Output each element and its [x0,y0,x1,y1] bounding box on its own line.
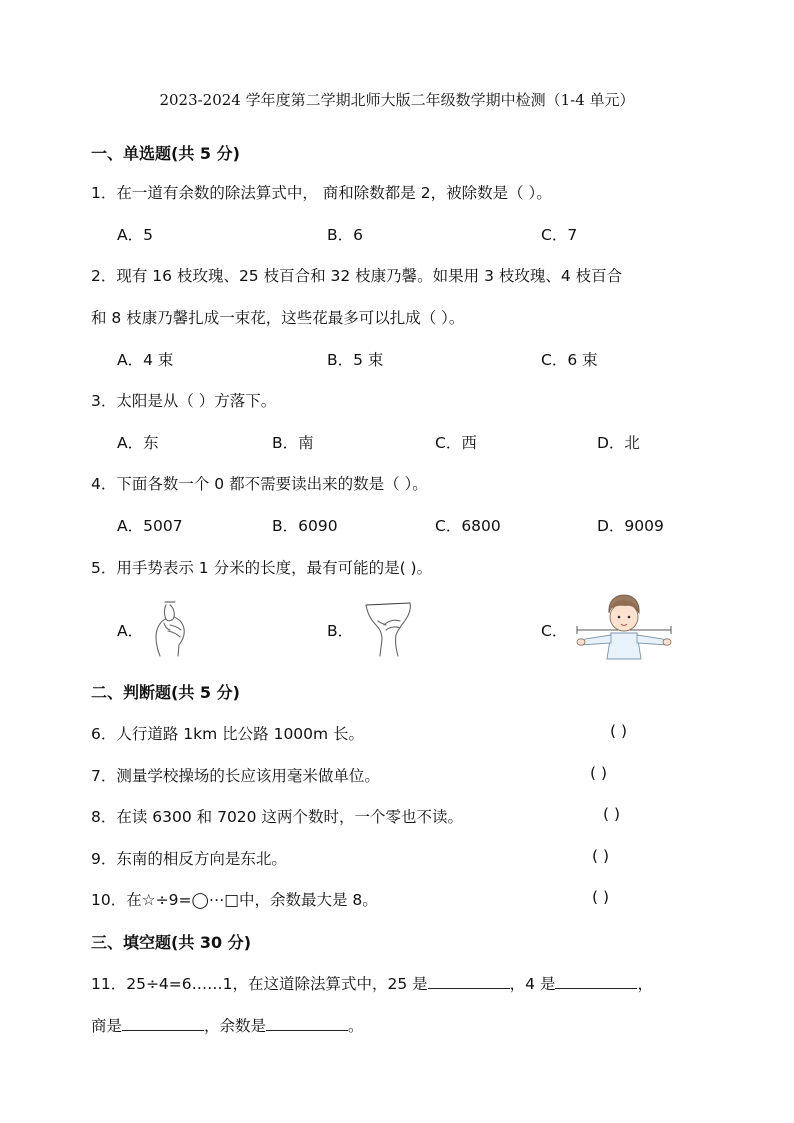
answer-blank-remainder[interactable] [266,1016,348,1031]
question-10-text: 10．在☆÷9=◯⋯□中，余数最大是 8。 [91,891,378,909]
q11-part-6: 。 [348,1017,364,1035]
section-heading-fill-blank: 三、填空题(共 30 分) [91,933,252,952]
q5-option-b: B． [327,622,354,640]
hand-gesture-wide-image [358,599,420,657]
boy-arms-outstretched-image [575,593,675,663]
question-8-answer-paren: ( ) [603,805,621,823]
q11-part-3: ， [637,975,653,993]
answer-blank-quotient[interactable] [122,1016,204,1031]
q1-option-a: A．5 [117,226,153,244]
question-6-answer-paren: ( ) [610,722,628,740]
q4-option-d: D．9009 [597,517,664,535]
question-5-text: 5．用手势表示 1 分米的长度，最有可能的是( )。 [91,559,433,577]
question-11-line-2 [91,1014,364,1036]
section-heading-single-choice: 一、单选题(共 5 分) [91,144,240,163]
q3-option-a: A．东 [117,434,159,452]
question-7-answer-paren: ( ) [590,764,608,782]
q11-part-2: ，4 是 [509,975,556,993]
question-6-text: 6．人行道路 1km 比公路 1000m 长。 [91,725,365,743]
q2-option-c: C．6 束 [541,351,598,369]
page-title: 2023-2024 学年度第二学期北师大版二年级数学期中检测（1-4 单元） [159,91,635,109]
q4-option-b: B．6090 [272,517,338,535]
q5-option-c: C． [541,622,568,640]
q5-option-a: A． [117,622,144,640]
q11-part-4: 商是 [91,1017,123,1035]
section-heading-true-false: 二、判断题(共 5 分) [91,683,240,702]
question-2-line-2: 和 8 枝康乃馨扎成一束花，这些花最多可以扎成（ ）。 [91,309,465,327]
question-8-text: 8．在读 6300 和 7020 这两个数时，一个零也不读。 [91,808,463,826]
question-9-answer-paren: ( ) [592,847,610,865]
q4-option-c: C．6800 [435,517,501,535]
question-3-text: 3．太阳是从（ ）方落下。 [91,392,277,410]
q3-option-b: B．南 [272,434,314,452]
question-4-text: 4．下面各数一个 0 都不需要读出来的数是（ ）。 [91,475,428,493]
question-9-text: 9．东南的相反方向是东北。 [91,850,287,868]
q1-option-b: B．6 [327,226,363,244]
question-7-text: 7．测量学校操场的长应该用毫米做单位。 [91,767,380,785]
hand-gesture-small-image [146,599,196,657]
q3-option-d: D．北 [597,434,640,452]
q2-option-a: A．4 束 [117,351,174,369]
q3-option-c: C．西 [435,434,477,452]
question-2-line-1: 2．现有 16 枝玫瑰、25 枝百合和 32 枝康乃馨。如果用 3 枝玫瑰、4 枝百合 [91,267,623,285]
question-11-line-1 [91,972,653,994]
q11-part-1: 11．25÷4=6……1，在这道除法算式中，25 是 [91,975,428,993]
question-1-text: 1．在一道有余数的除法算式中， 商和除数都是 2，被除数是（ ）。 [91,184,552,202]
answer-blank-divisor[interactable] [555,974,637,989]
q1-option-c: C．7 [541,226,578,244]
q11-part-5: ，余数是 [204,1017,267,1035]
question-10-answer-paren: ( ) [592,888,610,906]
q4-option-a: A．5007 [117,517,183,535]
answer-blank-dividend[interactable] [428,974,510,989]
q2-option-b: B．5 束 [327,351,384,369]
